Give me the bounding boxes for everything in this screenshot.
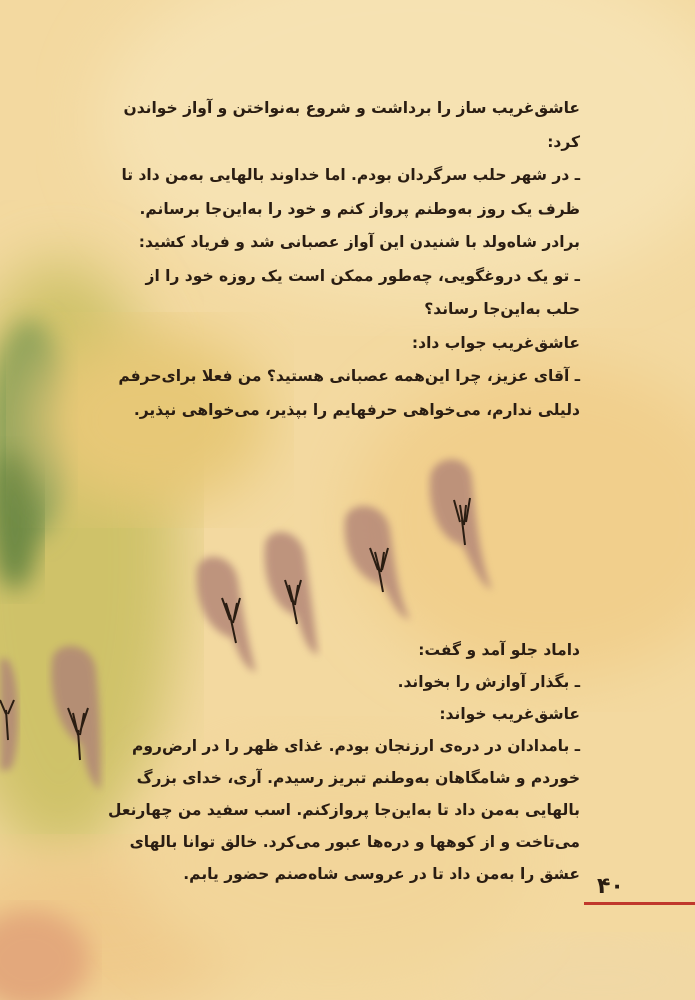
text-line: ـ آقای عزیز، چرا این‌همه عصبانی هستید؟ من فعلا برای‌حرفم	[118, 367, 580, 385]
text-line: خوردم و شامگاهان به‌وطنم تبریز رسیدم. آری، خدای بزرگ	[136, 769, 580, 787]
text-line: کرد:	[547, 132, 580, 151]
page-number-rule	[584, 902, 695, 905]
text-line: عاشق‌غریب خواند:	[439, 705, 580, 723]
text-line: ـ بگذار آوازش را بخواند.	[397, 673, 580, 691]
text-line: عاشق‌غریب ساز را برداشت و شروع به‌نواختن و آواز خواندن	[123, 99, 580, 117]
tree-2	[345, 506, 410, 620]
text-line: عاشق‌غریب جواب داد:	[411, 333, 580, 352]
page-number: ۴۰	[597, 874, 624, 899]
text-line: حلب به‌این‌جا رساند؟	[424, 300, 580, 318]
text-line: ـ در شهر حلب سرگردان بودم. اما خداوند بالهایی به‌من داد تا	[121, 166, 580, 184]
text-line: ـ تو یک دروغگویی، چه‌طور ممکن است یک روزه خود را از	[145, 266, 580, 285]
story-text-top	[100, 92, 580, 427]
text-line: ـ بامدادان در دره‌ی ارزنجان بودم. غذای ظهر را در ارض‌روم	[132, 737, 580, 755]
text-line: دلیلی ندارم، می‌خواهی حرفهایم را بپذیر، می‌خواهی نپذیر.	[133, 400, 580, 419]
story-text-bottom	[100, 634, 580, 890]
text-line: ظرف یک روز به‌وطنم پرواز کنم و خود را به‌این‌جا برسانم.	[139, 199, 580, 218]
tree-6	[0, 658, 18, 770]
text-line: داماد جلو آمد و گفت:	[418, 641, 580, 659]
text-line: عشق را به‌من داد تا در عروسی شاه‌صنم حضور یابم.	[183, 865, 580, 883]
tree-5	[51, 646, 100, 790]
text-line: می‌تاخت و از کوهها و دره‌ها عبور می‌کرد. خالق توانا بالهای	[129, 833, 580, 851]
text-line: بالهایی به‌من داد تا به‌این‌جا پروازکنم. اسب سفید من چهارنعل	[108, 801, 580, 819]
tree-1	[430, 459, 492, 590]
text-line: برادر شاه‌ولد با شنیدن این آواز عصبانی شد و فریاد کشید:	[138, 233, 580, 251]
